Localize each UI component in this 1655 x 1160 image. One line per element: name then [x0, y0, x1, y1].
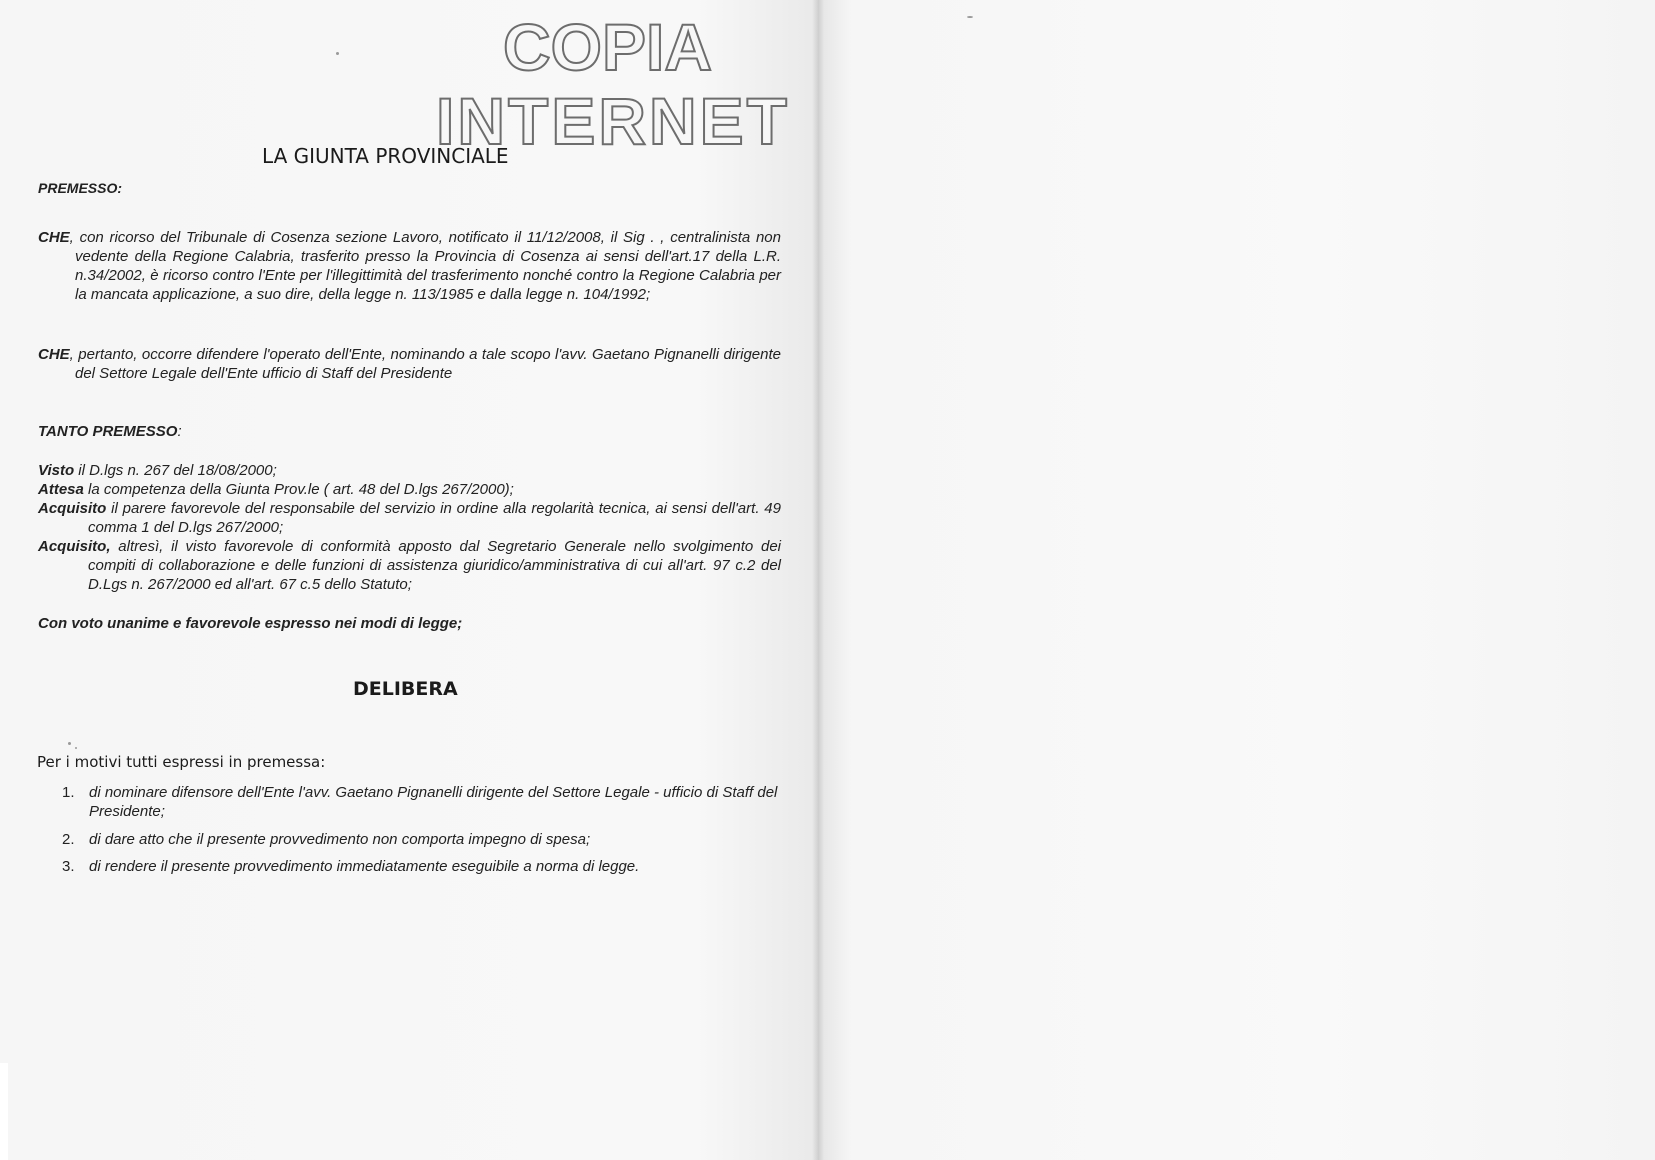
stamp-internet: INTERNET — [436, 84, 790, 158]
consideration-text: il D.lgs n. 267 del 18/08/2000; — [74, 462, 277, 479]
right-page-blank — [818, 0, 1655, 1160]
consideration-item — [38, 461, 781, 480]
decision-list-2 — [38, 830, 781, 849]
che-keyword: CHE — [38, 229, 70, 246]
stamp-copia: COPIA — [503, 10, 713, 84]
con-voto-line: Con voto unanime e favorevole espresso nei modi di legge; — [38, 615, 463, 632]
consideration-keyword: Attesa — [38, 481, 84, 498]
decision-list-3 — [38, 857, 781, 876]
decision-text: di rendere il presente provvedimento immediatamente eseguibile a norma di legge. — [89, 858, 640, 875]
page-fold-shadow — [812, 0, 824, 1160]
consideration-keyword: Acquisito, — [38, 538, 111, 555]
decision-item — [38, 830, 781, 849]
considerations-list — [38, 461, 781, 594]
che-paragraph-2 — [38, 345, 781, 383]
che-text: , con ricorso del Tribunale di Cosenza sezione Lavoro, notificato il 11/12/2008, il Sig . , centralinista non vedente della Regione Calabria, trasferito presso la Provincia di Cosenza ai sensi dell'art.17 della L.R. n.34/2002, è ricorso contro l'Ente per l'illegittimità del trasferimento nonché contro la Regione Calabria per la mancata applicazione, a suo dire, della legge n. 113/1985 e dalla legge n. 104/1992; — [69, 229, 781, 303]
decision-item — [38, 783, 781, 821]
consideration-keyword: Visto — [38, 462, 75, 479]
che-paragraph-1 — [38, 228, 781, 304]
consideration-item — [38, 480, 781, 499]
scan-speck — [967, 16, 973, 18]
consideration-keyword: Acquisito — [38, 500, 107, 517]
scan-edge — [0, 1063, 8, 1160]
consideration-item — [38, 537, 781, 594]
tanto-suffix: : — [177, 423, 182, 440]
per-motivi-line: Per i motivi tutti espressi in premessa: — [37, 753, 326, 771]
decision-number: 3. — [62, 858, 75, 875]
consideration-item — [38, 499, 781, 537]
delibera-heading: DELIBERA — [353, 678, 458, 700]
decision-text: di dare atto che il presente provvedimento non comporta impegno di spesa; — [89, 831, 591, 848]
consideration-text: altresì, il visto favorevole di conformità apposto dal Segretario Generale nello svolgimento dei compiti di collaborazione e delle funzioni di assistenza giuridico/amministrativa di cui all'art. 97 c.2 del D.Lgs n. 267/2000 ed all'art. 67 c.5 dello Statuto; — [88, 538, 781, 593]
decision-text: di nominare difensore dell'Ente l'avv. Gaetano Pignanelli dirigente del Settore Legale - ufficio di Staff del Presidente; — [89, 784, 778, 820]
consideration-text: il parere favorevole del responsabile del servizio in ordine alla regolarità tecnica, ai sensi dell'art. 49 comma 1 del D.lgs 267/2000; — [88, 500, 781, 536]
che-text: , pertanto, occorre difendere l'operato dell'Ente, nominando a tale scopo l'avv. Gaetano Pignanelli dirigente del Settore Legale dell'Ente ufficio di Staff del Presidente — [69, 346, 781, 382]
scan-speck — [75, 747, 77, 749]
document-heading: LA GIUNTA PROVINCIALE — [262, 144, 509, 168]
premesso-label: PREMESSO: — [38, 180, 123, 196]
decision-item — [38, 857, 781, 876]
decision-number: 2. — [62, 831, 75, 848]
che-keyword: CHE — [38, 346, 70, 363]
scan-speck — [68, 742, 71, 745]
decision-list-1 — [38, 783, 781, 821]
decision-number: 1. — [62, 784, 75, 801]
tanto-keyword: TANTO PREMESSO — [38, 423, 178, 440]
tanto-premesso-label — [38, 423, 182, 440]
consideration-text: la competenza della Giunta Prov.le ( art. 48 del D.lgs 267/2000); — [83, 481, 514, 498]
scan-speck — [336, 52, 339, 55]
